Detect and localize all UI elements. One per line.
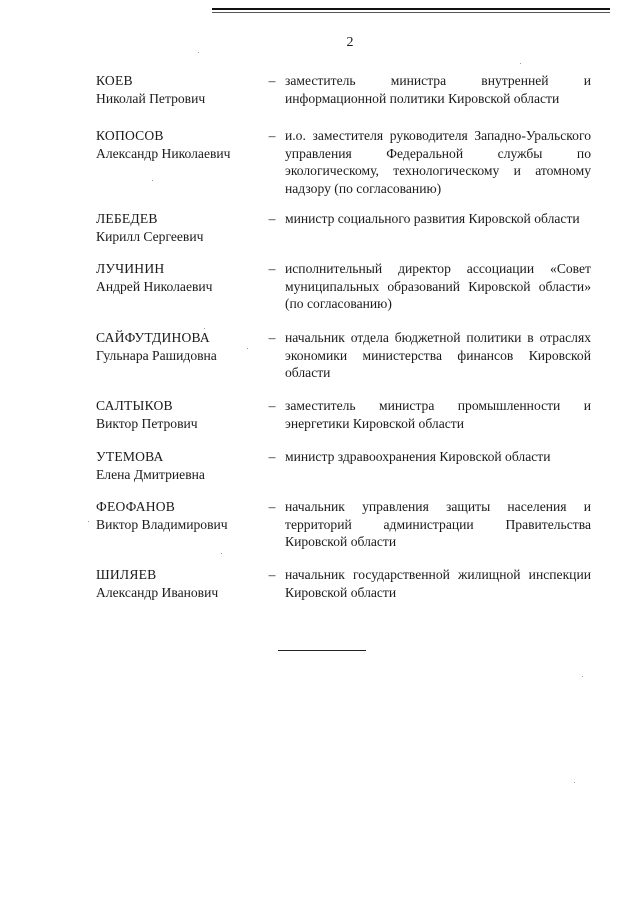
member-name: [96, 397, 264, 432]
member-given-name: Виктор Владимирович: [96, 516, 228, 532]
member-position: заместитель министра промышленности и энергетики Кировской области: [285, 398, 591, 431]
member-position: министр социального развития Кировской области: [285, 211, 580, 226]
scan-speck: [88, 521, 89, 522]
separator-dash: –: [268, 499, 276, 514]
member-given-name: Александр Иванович: [96, 584, 219, 600]
member-given-name: Елена Дмитриевна: [96, 466, 205, 482]
member-given-name: Виктор Петрович: [96, 415, 198, 431]
member-name: [96, 260, 264, 295]
member-given-name: Кирилл Сергеевич: [96, 228, 204, 244]
member-name: [96, 127, 264, 162]
member-position: заместитель министра внутренней и информационной политики Кировской области: [285, 73, 591, 106]
member-surname: ЛУЧИНИН: [96, 261, 165, 276]
scan-speck: [204, 328, 205, 329]
member-name: [96, 210, 264, 245]
member-position: министр здравоохранения Кировской области: [285, 449, 551, 464]
member-position: начальник государственной жилищной инспекции Кировской области: [285, 567, 591, 600]
member-surname: КОЕВ: [96, 73, 133, 88]
member-given-name: Гульнара Рашидовна: [96, 347, 217, 363]
member-surname: ЛЕБЕДЕВ: [96, 211, 158, 226]
scan-speck: [152, 180, 153, 181]
member-position: и.о. заместителя руководителя Западно-Уральского управления Федеральной службы по экологическому, технологическому и атомному надзору (по согласованию): [285, 128, 591, 196]
member-surname: САЛТЫКОВ: [96, 398, 173, 413]
closing-rule: [278, 650, 366, 651]
member-name: [96, 566, 264, 601]
scan-speck: [198, 52, 199, 53]
separator-dash: –: [268, 73, 276, 88]
scan-speck: [221, 553, 222, 554]
separator-dash: –: [268, 330, 276, 345]
member-given-name: Александр Николаевич: [96, 145, 231, 161]
member-surname: САЙФУТДИНОВА: [96, 330, 210, 345]
header-rule-thin: [212, 12, 610, 13]
scan-speck: [247, 348, 248, 349]
member-position: начальник управления защиты населения и территорий администрации Правительства Кировской области: [285, 499, 591, 549]
member-name: [96, 498, 264, 533]
separator-dash: –: [268, 211, 276, 226]
separator-dash: –: [268, 261, 276, 276]
member-position: начальник отдела бюджетной политики в отраслях экономики министерства финансов Кировской области: [285, 330, 591, 380]
member-name: [96, 329, 264, 364]
page-number: 2: [346, 35, 354, 50]
member-surname: УТЕМОВА: [96, 449, 164, 464]
separator-dash: –: [268, 128, 276, 143]
member-name: [96, 72, 264, 107]
member-given-name: Николай Петрович: [96, 90, 206, 106]
member-surname: ШИЛЯЕВ: [96, 567, 157, 582]
separator-dash: –: [268, 567, 276, 582]
member-given-name: Андрей Николаевич: [96, 278, 213, 294]
separator-dash: –: [268, 449, 276, 464]
member-position: исполнительный директор ассоциации «Совет муниципальных образований Кировской области» (по согласованию): [285, 261, 591, 311]
header-rule: [212, 8, 610, 10]
scan-speck: [574, 782, 575, 783]
member-surname: КОПОСОВ: [96, 128, 164, 143]
separator-dash: –: [268, 398, 276, 413]
member-surname: ФЕОФАНОВ: [96, 499, 176, 514]
scan-speck: [520, 63, 521, 64]
member-name: [96, 448, 264, 483]
scan-speck: [582, 676, 583, 677]
